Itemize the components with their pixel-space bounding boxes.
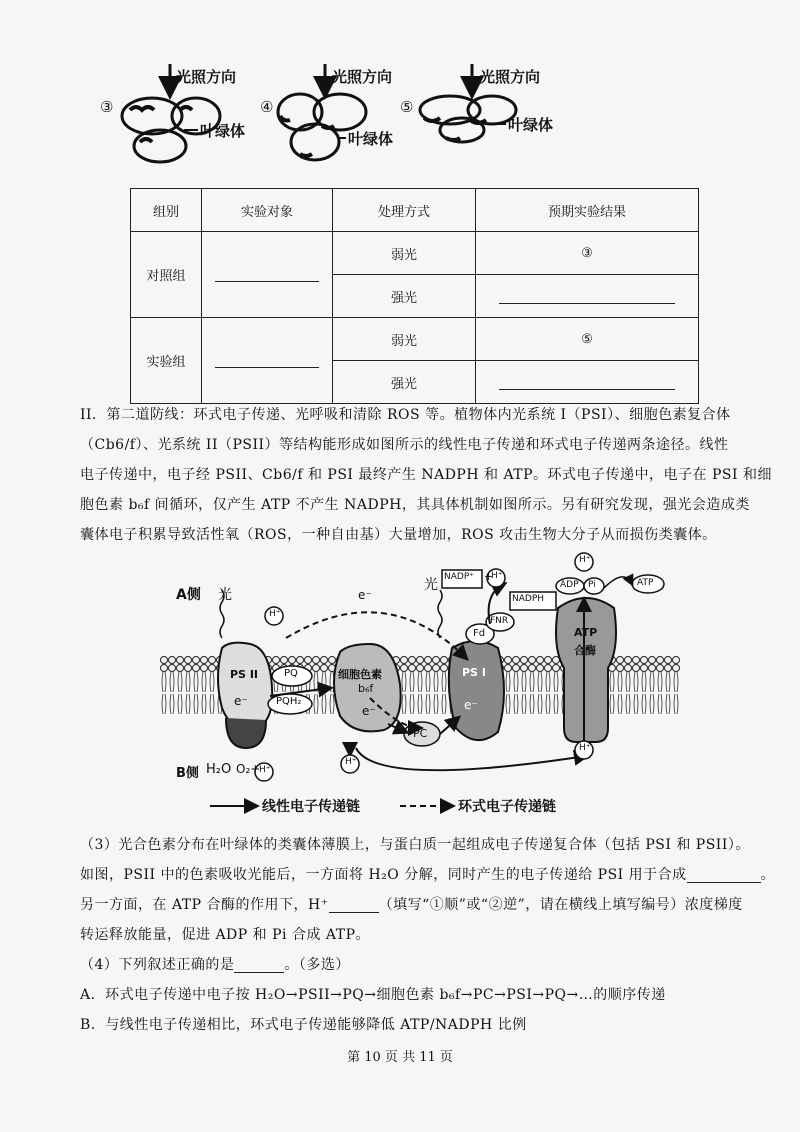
a-side-label: A侧 [176, 587, 201, 603]
experiment-subject-cell [202, 318, 333, 404]
psi-complex [449, 641, 504, 740]
section2-line: II．第二道防线：环式电子传递、光呼吸和清除 ROS 等。植物体内光系统 I（PSI）、细胞色素复合体 [80, 407, 731, 423]
h-plus-label: H⁺ [269, 609, 281, 619]
experiment-strong-light: 强光 [333, 361, 476, 404]
figure-3-direction: 光照方向 [176, 68, 237, 86]
q3-line-3-rest: （填写“①顺”或“②逆”，请在横线上填写编号）浓度梯度 [378, 897, 743, 913]
q3-gradient-blank[interactable] [329, 898, 379, 913]
h2o-label: H₂O [206, 762, 232, 777]
table-row [131, 318, 699, 361]
electron-label: e⁻ [358, 588, 372, 602]
cytochrome-label: 细胞色素 [338, 668, 382, 681]
control-strong-result-blank[interactable] [499, 289, 675, 304]
q3-line-4: 转运释放能量，促进 ADP 和 Pi 合成 ATP。 [80, 927, 371, 943]
electron-transport-diagram [160, 548, 680, 820]
atp-synthase-label-2: 合酶 [574, 644, 596, 657]
nadp-plus-label: NADP⁺ [444, 572, 474, 582]
fd-label: Fd [473, 628, 486, 639]
q3-line-3-text: 另一方面，在 ATP 合酶的作用下，H⁺ [80, 897, 329, 913]
figure-5-number: ⑤ [400, 98, 414, 116]
section2-line: （Cb6/f）、光系统 II（PSII）等结构能形成如图所示的线性电子传递和环式电子传递两条途径。线性 [80, 437, 729, 453]
table-header-row [131, 189, 699, 232]
section2-paragraph [80, 400, 770, 550]
question-3 [80, 830, 780, 950]
header-treatment: 处理方式 [333, 189, 476, 232]
experiment-weak-result: ⑤ [476, 318, 699, 361]
h-plus-label: H⁺ [345, 757, 357, 767]
q3-line-2-text: 如图，PSII 中的色素吸收光能后，一方面将 H₂O 分解，同时产生的电子传递给 PSI 用于合成 [80, 867, 687, 883]
figure-3-number: ③ [100, 98, 114, 116]
atp-synthase-label-1: ATP [574, 626, 598, 639]
legend-cyclic-label: 环式电子传递链 [458, 799, 556, 815]
cytochrome-electron-label: e⁻ [362, 704, 376, 718]
figure-4-number: ④ [260, 98, 274, 116]
experiment-strong-result-blank[interactable] [499, 375, 675, 390]
figure-4-direction: 光照方向 [332, 68, 393, 86]
h-plus-label: H⁺ [491, 571, 503, 581]
question-4 [80, 950, 780, 1040]
header-group: 组别 [131, 189, 202, 232]
page-footer: 第 10 页 共 11 页 [347, 1050, 453, 1065]
h-plus-label: H⁺ [259, 765, 271, 775]
cytochrome-b6f-label: b₆f [358, 682, 374, 695]
q4-option-b: B．与线性电子传递相比，环式电子传递能够降低 ATP/NADPH 比例 [80, 1017, 527, 1033]
control-subject-blank[interactable] [215, 267, 319, 282]
figure-4-chloroplast: 叶绿体 [348, 130, 394, 148]
experiment-strong-result-cell [476, 361, 699, 404]
control-weak-result: ③ [476, 232, 699, 275]
h-plus-label: H⁺ [579, 743, 591, 753]
psii-electron-label: e⁻ [234, 694, 248, 708]
experiment-table-wrapper [130, 188, 699, 404]
psi-label: PS I [462, 666, 486, 679]
atp-synthase [556, 598, 616, 742]
header-subject: 实验对象 [202, 189, 333, 232]
adp-label: ADP [560, 580, 579, 590]
light-label: 光 [218, 587, 232, 603]
psii-label: PS II [230, 668, 258, 681]
control-strong-result-cell [476, 275, 699, 318]
plus-sign: + [484, 570, 494, 583]
control-weak-light: 弱光 [333, 232, 476, 275]
q3-line-1: （3）光合色素分布在叶绿体的类囊体薄膜上，与蛋白质一起组成电子传递复合体（包括 PSI 和 PSII）。 [80, 837, 750, 853]
q3-line-2-end: 。 [760, 867, 776, 883]
q3-synthesis-blank[interactable] [687, 868, 761, 883]
experiment-weak-light: 弱光 [333, 318, 476, 361]
pc-label: PC [413, 727, 428, 740]
q4-stem [80, 950, 780, 980]
header-expected-result: 预期实验结果 [476, 189, 699, 232]
fnr-label: FNR [490, 616, 509, 626]
experiment-subject-blank[interactable] [215, 353, 319, 368]
q3-line-2 [80, 860, 780, 890]
experiment-table [130, 188, 699, 404]
psi-electron-label: e⁻ [464, 698, 478, 712]
b-side-label: B侧 [176, 766, 199, 781]
o2-label: O₂+ [236, 762, 261, 776]
control-group-label: 对照组 [131, 232, 202, 318]
q3-line-3 [80, 890, 780, 920]
pqh2-label: PQH₂ [276, 696, 302, 707]
q4-answer-blank[interactable] [234, 958, 284, 973]
q4-option-a: A．环式电子传递中电子按 H₂O→PSII→PQ→细胞色素 b₆f→PC→PSI→PQ→…的顺序传递 [80, 987, 666, 1003]
table-row [131, 232, 699, 275]
section2-line: 胞色素 b₆f 间循环，仅产生 ATP 不产生 NADPH，其具体机制如图所示。另有研究发现，强光会造成类 [80, 497, 750, 513]
pi-label: Pi [588, 580, 596, 590]
experiment-group-label: 实验组 [131, 318, 202, 404]
section2-line: 电子传递中，电子经 PSII、Cb6/f 和 PSI 最终产生 NADPH 和 ATP。环式电子传递中，电子在 PSI 和细 [80, 467, 772, 483]
q4-stem-end: 。（多选） [284, 957, 350, 973]
pq-label: PQ [284, 668, 298, 679]
q4-stem-text: （4）下列叙述正确的是 [80, 957, 235, 973]
figure-3-chloroplast: 叶绿体 [200, 122, 246, 140]
light-label-2: 光 [424, 577, 438, 593]
nadph-label: NADPH [512, 594, 545, 604]
chloroplast-figures [100, 58, 720, 178]
legend-linear-label: 线性电子传递链 [262, 799, 360, 815]
diagram-drawing [160, 548, 680, 820]
control-subject-cell [202, 232, 333, 318]
control-strong-light: 强光 [333, 275, 476, 318]
figure-5-direction: 光照方向 [480, 68, 541, 86]
h-plus-label: H⁺ [579, 555, 591, 565]
atp-label: ATP [637, 578, 654, 588]
figure-5-chloroplast: 叶绿体 [508, 116, 554, 134]
section2-line: 囊体电子积累导致活性氧（ROS，一种自由基）大量增加，ROS 攻击生物大分子从而损伤类囊体。 [80, 527, 717, 543]
